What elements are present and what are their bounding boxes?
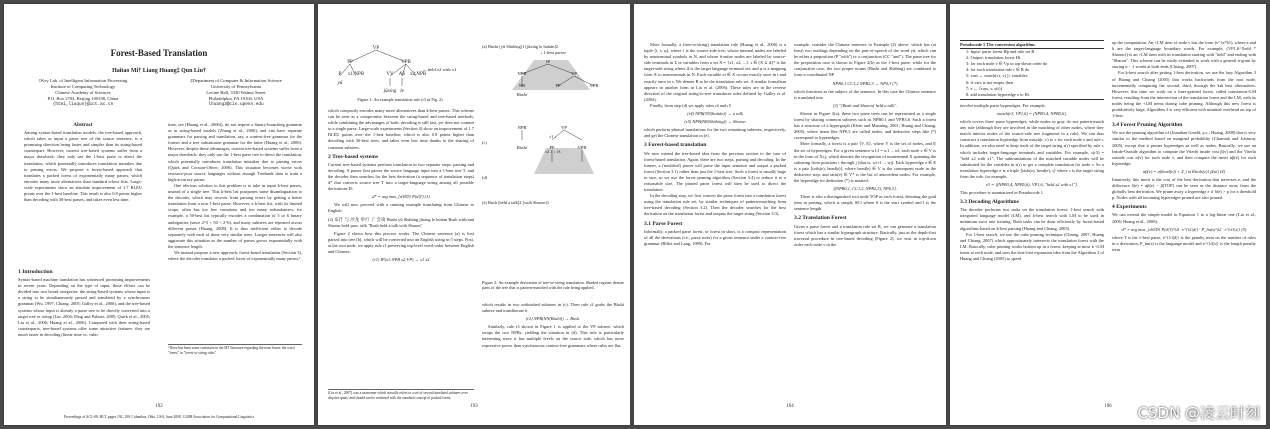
section-heading: 3.3 Decoding Algorithms — [960, 199, 1019, 206]
footnote: (Liu et al., 2007) was a misnomer which actually refers to a set of several unrelated subtrees over disjoint spans, and should not be confused with the standard concept of packed forest. — [328, 389, 474, 400]
svg-text:VP: VP — [372, 46, 380, 51]
body-paragraph: We will now proceed with a running example translating from Chinese to English: — [328, 202, 474, 214]
intro-text: Syntax-based machine translation has witnessed promising improvements in recent years. Depending on the type of input, these efforts can be divided into two broad categories: the string-based systems whose input is a string to be simultaneously parsed and translated by a synchronous grammar (Wu, 1997; Chiang, 2005; Galley et al., 2006), and the tree-based systems whose input is already a parse tree to be directly converted into a target tree or string (Lin, 2004; Ding and Palmer, 2005; Quirk et al., 2005; Liu et al., 2006; Huang et al., 2006). Compared with their string-based counterparts, tree-based systems offer some attractive features: they are much faster in decoding (linear time vs. cubic — [18, 277, 150, 337]
abstract-text: Among syntax-based translation models, the tree-based approach, which takes as input a parse tree of the source sentence, is a promising direction being faster and simpler than its string-based counterpart. However, current tree-based systems suffer from a major drawback: they only use the 1-best parse to direct the translation, which potentially introduces translation mistakes due to parsing errors. We propose a forest-based approach that translates a packed forest of exponentially many parses, which encodes many more alternatives than standard n-best lists. Large-scale experiments show an absolute improvement of 1.7 BLEU points over the 1-best baseline. This result is also 0.8 points higher than decoding with 30-best parses, and takes even less time. — [24, 130, 142, 203]
svg-text:VPB: VPB — [577, 145, 587, 150]
page-number: 193 — [470, 404, 478, 409]
pseudocode-title: Pseudocode 1 The conversion algorithm. — [960, 42, 1104, 49]
svg-text:NPB: NPB — [517, 71, 527, 76]
svg-text:AS: AS — [398, 72, 406, 77]
body-paragraph: In the decoding step, we first convert the parse forest into a translation forest using the translation rule set, by similar techniques of pattern-matching from tree-based decoding (Section 3.2). Then the decoder searches for the best derivation on the translation forest and outputs the target string (Section 3.3). — [644, 193, 786, 217]
pseudocode-line: 4: for each translation rule r ∈ R do — [966, 67, 1030, 73]
paper-page-4 — [950, 4, 1266, 425]
svg-text:PP: PP — [549, 145, 555, 150]
section-heading: 2 Tree-based systems — [328, 153, 379, 160]
affil-line: ‡Department of Computer & Information Science — [190, 78, 282, 83]
affil-line: Institute of Computing Technology — [50, 84, 116, 89]
rule-r2: (r2) NPB(NN(Bùshí)) → Bush. — [525, 316, 581, 322]
section-heading: 3.1 Parse Forest — [644, 220, 683, 227]
svg-text:PP: PP — [347, 60, 353, 65]
affil-line: Chinese Academy of Sciences — [55, 90, 111, 95]
pseudocode-line: 3: for each node v ∈ Vp in top-down order do — [966, 61, 1048, 67]
pseudocode-line: 2: Output: translation forest Ht — [966, 55, 1021, 61]
figure-2-r2r3-arrow: r2 ↓ ↓ r3 — [545, 149, 561, 155]
rule-r5: (r5) NPB(NR(Shālóng)) → Sharon — [684, 119, 746, 125]
body-paragraph: Similarly, rule r3 shown in Figure 1 is applied to the VP subtree, which swaps the two NPBs, yielding the situation in (d). This rule is particularly interesting since it has multiple levels on the source side, which has more expressive power than synchronous context-free grammars where rules are flat. — [482, 324, 624, 348]
match-equation: match(r3, VP1,6) = (NPB3,4, NPB5,6), — [997, 110, 1067, 116]
body-paragraph: involve multiple parse hyperedges. For example, — [960, 102, 1046, 108]
svg-text:x1:NPB: x1:NPB — [347, 72, 365, 77]
rule-r4: (r4) NPB(NN(huìtán)) → a talk — [687, 111, 743, 117]
body-paragraph: Figure 2 shows how this process works. The Chinese sentence (a) is first parsed into tree (b), which will be converted into an English string in 5 steps. First, at the root node, we apply rule r1 preserving top-level word-order between English and Chinese, — [328, 230, 474, 254]
pseudocode-1 — [960, 40, 1104, 100]
svg-text:VPB: VPB — [589, 83, 599, 88]
svg-text:x2:NPB: x2:NPB — [409, 72, 427, 77]
figure-2-labels — [482, 134, 624, 206]
csdn-watermark: CSDN @凌云时刻 — [1137, 404, 1260, 422]
svg-text:Bùshí: Bùshí — [516, 92, 528, 97]
right-column — [1112, 40, 1256, 253]
svg-text:jǔxíng: jǔxíng — [383, 89, 397, 94]
paper-authors: Haitao Mi† Liang Huang‡ Qun Liu† — [112, 68, 206, 74]
equation-star: NPB0,1 CC1,2 NPB2,3 → NP0,3 (*) — [832, 80, 898, 86]
page-number: 194 — [786, 404, 794, 409]
figure-2-caption: Figure 2: An example derivation of tree-to-string translation. Shaded regions denote parts of the tree that is pattern-matched with the rule being applied. — [482, 280, 624, 291]
affil-email: lhuang3@cis.upenn.edu — [208, 102, 264, 107]
pseudocode-line: 6: if vars is not empty then — [966, 79, 1014, 85]
svg-text:VP: VP — [561, 125, 567, 130]
figure-2-step-c: (c) — [482, 139, 487, 145]
paper-title: Forest-Based Translation — [110, 48, 208, 58]
abstract-heading: Abstract — [73, 122, 93, 128]
right-column — [482, 302, 624, 349]
affiliation-left — [10, 78, 156, 108]
body-paragraph: which covers three parse hyperedges, while nodes in gray do not pattern-match any rule (although they are involved in the matching of other nodes, where they match interior nodes of the source-side tree fragments in a rule). We can thus construct a translation hyperedge from match(r, v) to v for each node v and rule r. In addition, we also need to keep track of the target string s(r) specified by rule r, which includes target-language terminals and variables. For example, s(r3) = "held x2 with x1". The subtranslations of the matched variable nodes will be substituted for the variables in s(r) to get a complete translation for node v. So a translation hyperedge e is a triple ⟨tails(e), head(e), s⟩ where s is the target string from the rule, for example, — [960, 119, 1104, 179]
body-paragraph: Intuitively, this merit is the cost of the best derivation that traverses e, and the difference δ(e) = αβ(e) − β(TOP) can be seen as the distance away from the globally best derivation. We prune away a hyperedge e if δ(e) > p for a threshold p. Nodes with all incoming hyperedges pruned are also pruned. — [1112, 176, 1256, 201]
figure-2-r1-arrow: r1 ↓ — [549, 134, 557, 139]
body-paragraph: We use the pruning algorithm of (Jonathan Graehl, p.c.; Huang, 2008) that is very similar to the method based on marginal probability (Charniak and Johnson, 2005), except that it prunes hyperedges as well as nodes. Basically, we use an Inside-Outside algorithm to compute the Viterbi inside cost β(v) and the Viterbi outside cost α(v) for each node v, and then compute the merit αβ(e) for each hyperedge: — [1112, 130, 1256, 166]
pseudocode-line: 5: vars ← match(r.t, v) ▷ variables — [966, 73, 1028, 79]
affil-line: †Key Lab. of Intelligent Information Processing — [38, 78, 128, 83]
affil-email: {htmi,liuqun}@ict.ac.cn — [52, 102, 114, 107]
body-paragraph: We can extend the simple model in Equation 1 to a log-linear one (Liu et al., 2006; Huang et al., 2006): — [1112, 212, 1256, 224]
section-heading: 4 Experiments — [1112, 204, 1147, 211]
example-3: (3) "[Bush and Sharon] held a talk". — [832, 102, 898, 108]
section-heading: 1 Introduction — [18, 269, 53, 275]
paper-page-3 — [634, 4, 946, 425]
abstract-column — [24, 122, 142, 203]
body-paragraph: This procedure is summarized in Pseudocode 1. — [960, 190, 1045, 196]
page-number: 196 — [1104, 404, 1112, 409]
svg-text:le: le — [400, 89, 404, 94]
figure-1-rule-rhs: → held x2 with x1 — [422, 67, 457, 72]
body-paragraph: example, consider the Chinese sentence in Example (2) above, which has (at least) two readings depending on the part-of-speech of the word yǔ, which can be either a preposition (P "with") or a conjunction (CC "and"). The parse tree for the preposition case is shown in Figure 2(b) as the 1-best parse, while for the conjunction case, the two proper nouns (Bùshí and Shālóng) are combined to form a coordinated NP — [794, 42, 936, 78]
left-column — [644, 42, 786, 247]
body-paragraph: We now extend the tree-based idea from the previous section to the case of forest-based translation. Again, there are two steps, parsing and decoding. In the former, a (modified) parser will parse the input sentence and output a packed forest (Section 3.1) rather than just the 1-best tree. Such a forest is usually huge in size, so we use the forest pruning algorithm (Section 3.4) to reduce it to a reasonable size. The pruned parse forest will then be used to direct the translation. — [644, 150, 786, 193]
svg-text:NR: NR — [518, 83, 526, 88]
paper-page-1 — [4, 4, 314, 425]
affil-line: Levine Hall, 3330 Walnut Street — [206, 90, 266, 95]
body-paragraph: Given a parse forest and a translation rule set R, we can generate a translation forest which has a similar hypergraph structure. Basically, just as the depth-first traversal procedure in tree-based decoding (Figure 2), we visit in top-down order each node v in the — [794, 223, 936, 247]
figure-2-parser-arrow: ↓ 1-best parser — [540, 49, 566, 55]
body-paragraph: Finally, from step (d) we apply rules r4 and r5 — [650, 102, 731, 108]
example-2: (2) 布什 与 沙龙 举行 了 会谈 Bùshí yǔ Shālóng jǔxíng le huìtán Bush with/and Sharon hold pass. talk "Bush held a talk with Sharon" — [328, 216, 474, 228]
svg-text:VPB: VPB — [401, 60, 411, 65]
body-paragraph: which functions as the subject of the sentence. In this case the Chinese sentence is translated into — [794, 88, 936, 100]
proceedings-footer: Proceedings of ACL-08: HLT, pages 192–199, Columbus, Ohio, USA, June 2008. ©2008 Association for Computational Linguistics — [63, 415, 255, 420]
affil-line: P.O. Box 2704, Beijing 100190, China — [47, 96, 119, 101]
body-paragraph: Informally, a packed parse forest, or forest in short, is a compact representation of all the derivations (i.e., parse trees) for a given sentence under a context-free grammar (Billot and Lang, 1989). For — [644, 228, 786, 246]
pseudocode-line: 1: Input: parse forest Hp and rule set R — [966, 49, 1035, 55]
body-paragraph: time, see (Huang et al., 2006)), do not require a binary-branching grammar as in string-based models (Zhang et al., 2006), and can have separate grammars for parsing and translation, say, a context-free grammar for the former and a tree substitution grammar for the latter (Huang et al., 2006). However, despite these advantages, current tree-based systems suffer from a major drawback: they only use the 1-best parse tree to direct the translation, which potentially introduces translation mistakes due to parsing errors (Quirk and Corston-Oliver, 2006). This situation becomes worse with resource-poor source languages without enough Treebank data to train a high-accuracy parser. — [168, 122, 302, 182]
svg-text:P: P — [338, 72, 342, 77]
body-paragraph: Shown in Figure 3(a), these two parse trees can be represented as a single forest by sharing common subtrees such as NPB0,1 and VPB3,6. Such a forest has a structure of a hypergraph (Klein and Manning, 2001; Huang and Chiang, 2005), where items like NP0,3 are called nodes, and deductive steps like (*) correspond to hyperedges. — [794, 110, 936, 141]
body-paragraph: More formally, a forest is a pair ⟨V, E⟩, where V is the set of nodes, and E the set of hyperedges. For a given sentence w1:l = w1 ... wl, each node v ∈ V is in the form of Xi,j, which denotes the recognition of nonterminal X spanning the substring from positions i through j (that is, wi+1 ... wj). Each hyperedge e ∈ E is a pair ⟨tails(e), head(e)⟩, where head(e) ∈ V is the consequent node in the deductive step, and tails(e) ∈ V* is the list of antecedent nodes. For example, the hyperedge for deduction (*) is notated: — [794, 141, 936, 183]
right-column — [168, 122, 302, 262]
intro-column — [18, 266, 150, 338]
affiliation-right — [162, 78, 310, 108]
equation-1: d* = arg max_{d∈D} P(d|T) (1) — [372, 194, 430, 200]
right-column — [794, 42, 936, 248]
svg-text:NPB: NPB — [517, 125, 527, 130]
svg-text:yǔ: yǔ — [337, 81, 343, 86]
figure-2 — [482, 44, 624, 55]
left-column — [960, 40, 1104, 262]
left-column — [328, 108, 474, 265]
equation-4: αβ(e) = α(head(e)) + Σ_{ui∈tails(e)} β(ui) (4) — [1142, 168, 1226, 174]
figure-2-step-a: (a) Bùshí [yǔ Shālóng]1 [jǔxíng le huìtán]2 — [482, 44, 559, 49]
hyperedge-e3: e3 = ⟨(NPB3,4, NPB5,6), VP1,6, "held x2 with x1"⟩. — [985, 181, 1079, 187]
body-paragraph: One obvious solution to this problem is to take as input k-best parses, instead of a single tree. This k-best list postpones some disambiguation to the decoder, which may recover from parsing errors by getting a better translation from a non 1-best parse. However, a k-best list, with its limited scope, often has too few variations and too many redundancies; for example, a 50-best list typically encodes a combination of 5 or 6 binary ambiguities (since 2^5 < 50 < 2^6), and many subtrees are repeated across different parses (Huang, 2008). It is thus inefficient either to decode separately with each of these very similar trees. Longer sentences will also aggravate this situation as the number of parses grows exponentially with the sentence length. — [168, 182, 302, 249]
section-heading: 3 Forest-based translation — [644, 142, 707, 149]
affil-line: Philadelphia, PA 19104, USA — [208, 96, 264, 101]
body-paragraph: The decoder performs two tasks on the translation forest: 1-best search with integrated language model (LM), and k-best search with LM to be used in minimum error rate training. Both tasks can be done efficiently by forest-based algorithms based on k-best parsing (Huang and Chiang, 2005). — [960, 207, 1104, 231]
body-paragraph: For 1-best search, we use the cube pruning technique (Chiang, 2007; Huang and Chiang, 2007) which approximately intersects the translation forest with the LM. Basically, cube pruning works bottom up in a forest, keeping at most k +LM items at each node, and uses the best-first expansion idea from the Algorithm 2 of Huang and Chiang (2005) to speed — [960, 231, 1104, 261]
body-paragraph: There is also a distinguished root node TOP in each forest, denoting the goal item in parsing, which is simply S0,l where S is the start symbol and l is the sentence length. — [794, 194, 936, 212]
section-heading: 3.2 Translation Forest — [794, 215, 847, 222]
body-paragraph: For k-best search after getting 1-best derivation, we use the lazy Algorithm 3 of Huang and Chiang (2005) that works backwards from the root node, incrementally computing the second, third, through the kth best alternatives. However, this time we work on a finer-grained forest, called translation+LM forest, resulting from the intersection of the translation forest and the LM, with its nodes being the +LM items during cube pruning. Although this new forest is prohibitively large, Algorithm 3 is very efficient with minimal overhead on top of 1-best. — [1112, 70, 1257, 119]
section-heading: 3.4 Forest Pruning Algorithm — [1112, 122, 1183, 129]
pseudocode-line: 8: add translation hyperedge e to Ht — [966, 91, 1029, 97]
figure-2-step-e: (e) Bush [held a talk]2 [with Sharon]1 — [482, 200, 550, 206]
body-paragraph: which perform phrasal translations for the two remaining subtrees, respectively, and get the Chinese translation in (e). — [644, 127, 786, 139]
svg-text:IP: IP — [545, 59, 551, 64]
svg-text:VP: VP — [571, 71, 577, 76]
body-paragraph: Current tree-based systems perform translation in two separate steps: parsing and decoding. A parser first parses the source language input into a 1-best tree T, and the decoder then searches for the best derivation (a sequence of translation steps) d* that converts source tree T into a target-language string among all possible derivations D: — [328, 161, 474, 192]
svg-text:VV: VV — [386, 72, 394, 77]
pseudocode-line: 7: e ← ⟨vars, v, s(r)⟩ — [966, 85, 1003, 91]
body-paragraph: up the computation. An +LM item of node v has the form (v^{a*b}), where a and b are the target-language boundary words. For example, (VP1,6^{held * Sharon}) is an +LM item with its translation starting with "held" and ending with "Sharon". This scheme can be easily extended to work with a general n-gram by storing n − 1 words at both ends (Chiang, 2007). — [1112, 40, 1256, 70]
body-paragraph: where T is the 1-best parse, e^{λ1|d|} is the penalty term on the number of rules in a derivation, P_lm(s) is the language model and e^{λ3|s|} is the length penalty term — [1112, 234, 1256, 252]
rule-r1: (r1) IP(x1:NPB x2:VP) → x1 x2 — [372, 257, 430, 263]
affil-line: University of Pennsylvania — [210, 84, 261, 89]
page-number: 192 — [155, 404, 163, 409]
body-paragraph: More formally, a (tree-to-string) translation rule (Huang et al., 2006) is a tuple ⟨t, s, φ⟩, where t is the source-side tree, whose internal nodes are labeled by nonterminal symbols in N, and whose frontier nodes are labeled by source-side terminals in Σ or variables from a set X = {x1, x2, ...}; s ∈ (X ∪ Δ)* is the target-side string where Δ is the target language terminal set; and φ is a mapping from X to nonterminals in N. Each variable xi ∈ X occurs exactly once in t and exactly once in s. We denote R to be the translation rule set. A similar formalism appears in another form in Liu et al. (2006). These rules are in the reverse direction of the original string-to-tree transducer rules defined by Galley et al. (2004). — [644, 42, 786, 102]
hyperedge-equation: ⟨(NPB0,1, CC1,2, NPB2,3), NP0,3⟩. — [832, 186, 898, 192]
body-paragraph: which compactly encodes many more alternatives than k-best parses. This scheme can be seen as a compromise between the string-based and tree-based methods, while combining the advantages of both: decoding is still fast, yet does not commit to a single parse. Large-scale experiments (Section 4) show an improvement of 1.7 BLEU points over the 1-best baseline, which is also 0.8 points higher than decoding with 30-best trees, and takes even less time thanks to the sharing of common subtrees. — [328, 108, 474, 150]
body-paragraph: We instead propose a new approach, forest-based translation (Section 3), where the decoder translates a packed forest of exponentially many parses,¹ — [168, 249, 302, 262]
figure-1-caption: Figure 1: An example translation rule (r3 in Fig. 2). — [357, 97, 444, 102]
figure-2-step-d: (d) — [482, 174, 488, 180]
svg-text:PP: PP — [555, 83, 561, 88]
footnote: ¹There has been some confusion in the MT literature regarding the term forest: the word "forest" in "forest-to-string rules" — [168, 344, 302, 355]
equation-5: d* = arg max_{d∈D} P(d|T)^λ0 · e^{λ1|d|} · P_lm(s)^λ2 · e^{λ3|s|} (5) — [1121, 226, 1247, 232]
paper-page-2 — [318, 4, 630, 425]
body-paragraph: which results in two unfinished subtrees in (c). Then rule r2 grabs the Bùshí subtree and transliterate it — [482, 302, 624, 314]
svg-text:Bùshí: Bùshí — [516, 145, 528, 150]
